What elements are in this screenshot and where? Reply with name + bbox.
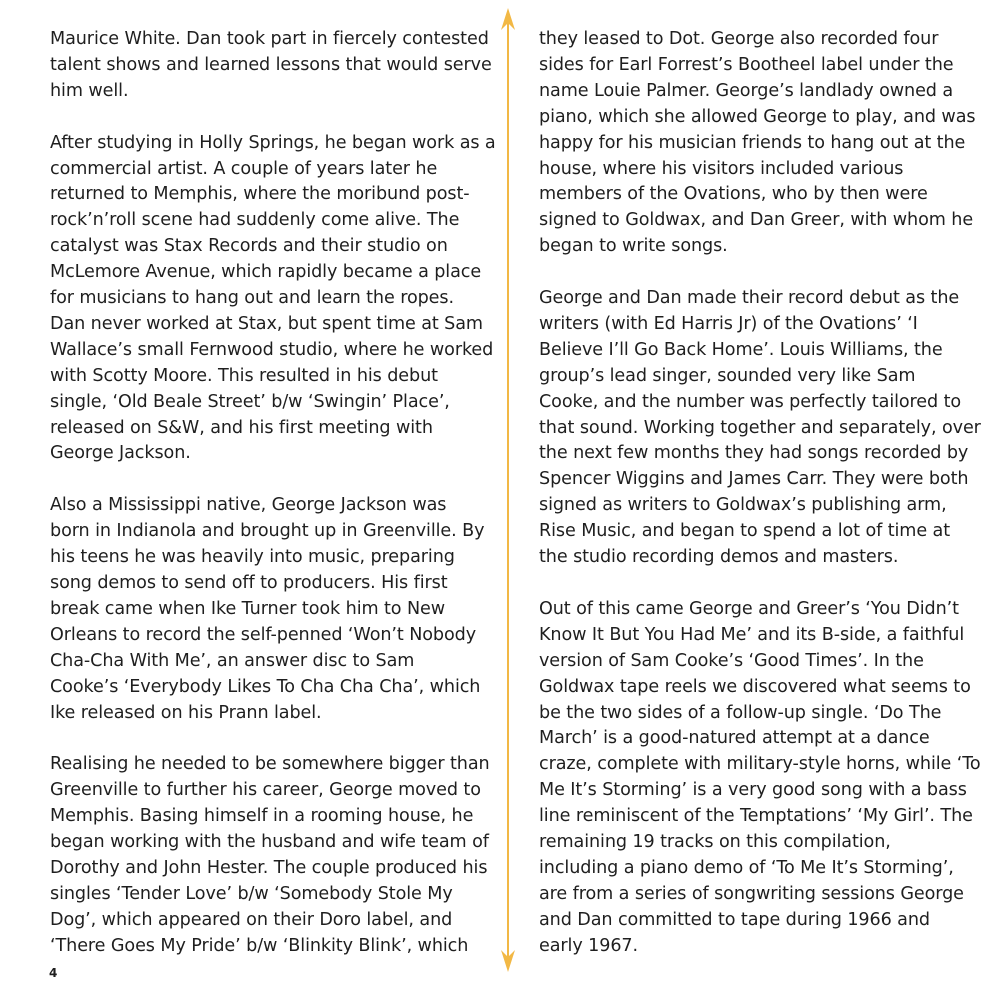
text-line: including a piano demo of ‘To Me It’s Storming’, [539,857,954,878]
paragraph [50,752,495,959]
text-line: Greenville to further his career, George moved to [50,780,481,801]
text-line: version of Sam Cooke’s ‘Good Times’. In the [539,650,924,671]
text-line: Also a Mississippi native, George Jackson was [50,495,447,516]
text-line: McLemore Avenue, which rapidly became a place [50,262,482,283]
paragraph [539,27,984,260]
text-line: After studying in Holly Springs, he began work as a [50,132,496,153]
text-line: began to write songs. [539,236,728,257]
divider-double-arrow [498,8,518,972]
text-line: Orleans to record the self-penned ‘Won’t Nobody [50,624,477,645]
page-number: 4 [49,966,58,980]
text-line: released on S&W, and his first meeting with [50,417,433,438]
text-line: signed to Goldwax, and Dan Greer, with whom he [539,210,974,231]
text-line: be the two sides of a follow-up single. ‘Do The [539,702,942,723]
text-line: are from a series of songwriting sessions George [539,883,964,904]
text-line: Cha-Cha With Me’, an answer disc to Sam [50,650,415,671]
text-line: March’ is a good-natured attempt at a dance [539,728,930,749]
text-line: house, where his visitors included various [539,158,904,179]
text-line: Spencer Wiggins and James Carr. They were both [539,469,969,490]
text-line: Memphis. Basing himself in a rooming house, he [50,806,474,827]
text-line: commercial artist. A couple of years later he [50,158,438,179]
text-line: signed as writers to Goldwax’s publishing arm, [539,495,947,516]
text-line: rock’n’roll scene had suddenly come alive. The [50,210,460,231]
text-line: Goldwax tape reels we discovered what seems to [539,676,971,697]
paragraph [539,597,984,960]
text-line: ‘There Goes My Pride’ b/w ‘Blinkity Blink’, which [50,935,469,956]
paragraph [50,493,495,726]
text-line: line reminiscent of the Temptations’ ‘My Girl’. The [539,806,973,827]
text-line: Believe I’ll Go Back Home’. Louis Williams, the [539,339,943,360]
text-line: Out of this came George and Greer’s ‘You Didn’t [539,598,959,619]
text-line: singles ‘Tender Love’ b/w ‘Somebody Stole My [50,883,453,904]
text-line: Cooke’s ‘Everybody Likes To Cha Cha Cha’, which [50,676,481,697]
text-line: catalyst was Stax Records and their studio on [50,236,448,257]
text-line: single, ‘Old Beale Street’ b/w ‘Swingin’ Place’, [50,391,450,412]
text-line: piano, which she allowed George to play, and was [539,106,976,127]
text-line: returned to Memphis, where the moribund post- [50,184,470,205]
text-line: with Scotty Moore. This resulted in his debut [50,365,438,386]
text-line: members of the Ovations, who by then were [539,184,928,205]
text-line: George and Dan made their record debut as the [539,288,960,309]
text-line: George Jackson. [50,443,191,464]
text-line: talent shows and learned lessons that would serve [50,54,492,75]
text-line: and Dan committed to tape during 1966 and [539,909,930,930]
text-line: Dorothy and John Hester. The couple produced his [50,857,488,878]
text-line: the next few months they had songs recorded by [539,443,969,464]
text-line: remaining 19 tracks on this compilation, [539,832,891,853]
text-line: Ike released on his Prann label. [50,702,322,723]
paragraph [50,131,495,468]
text-line: group’s lead singer, sounded very like Sam [539,365,916,386]
text-line: craze, complete with military-style horns, while ‘To [539,754,981,775]
text-line: happy for his musician friends to hang out at the [539,132,966,153]
text-line: break came when Ike Turner took him to New [50,598,446,619]
text-line: Wallace’s small Fernwood studio, where he worked [50,339,494,360]
text-line: they leased to Dot. George also recorded four [539,29,939,49]
text-line: his teens he was heavily into music, preparing [50,547,455,568]
left-text-column [50,27,495,985]
text-line: writers (with Ed Harris Jr) of the Ovations’ ‘I [539,313,918,334]
text-line: him well. [50,80,129,101]
text-line: song demos to send off to producers. His first [50,573,448,593]
paragraph [539,286,984,571]
text-line: Realising he needed to be somewhere bigger than [50,754,490,775]
paragraph [50,27,495,105]
text-line: Dog’, which appeared on their Doro label, and [50,909,453,930]
text-line: for musicians to hang out and learn the ropes. [50,288,454,309]
text-line: Maurice White. Dan took part in fiercely contested [50,29,489,49]
text-line: sides for Earl Forrest’s Bootheel label under the [539,54,954,75]
text-line: Rise Music, and began to spend a lot of time at [539,521,951,542]
right-text-column [539,27,984,985]
text-line: name Louie Palmer. George’s landlady owned a [539,80,954,101]
text-line: began working with the husband and wife team of [50,832,489,853]
text-line: born in Indianola and brought up in Greenville. By [50,521,485,542]
text-line: early 1967. [539,935,638,956]
text-line: the studio recording demos and masters. [539,547,899,568]
text-line: Me It’s Storming’ is a very good song with a bass [539,780,967,801]
text-line: Dan never worked at Stax, but spent time at Sam [50,313,483,334]
text-line: Cooke, and the number was perfectly tailored to [539,391,962,412]
text-line: Know It But You Had Me’ and its B-side, a faithful [539,624,965,645]
text-line: that sound. Working together and separately, over [539,417,981,438]
